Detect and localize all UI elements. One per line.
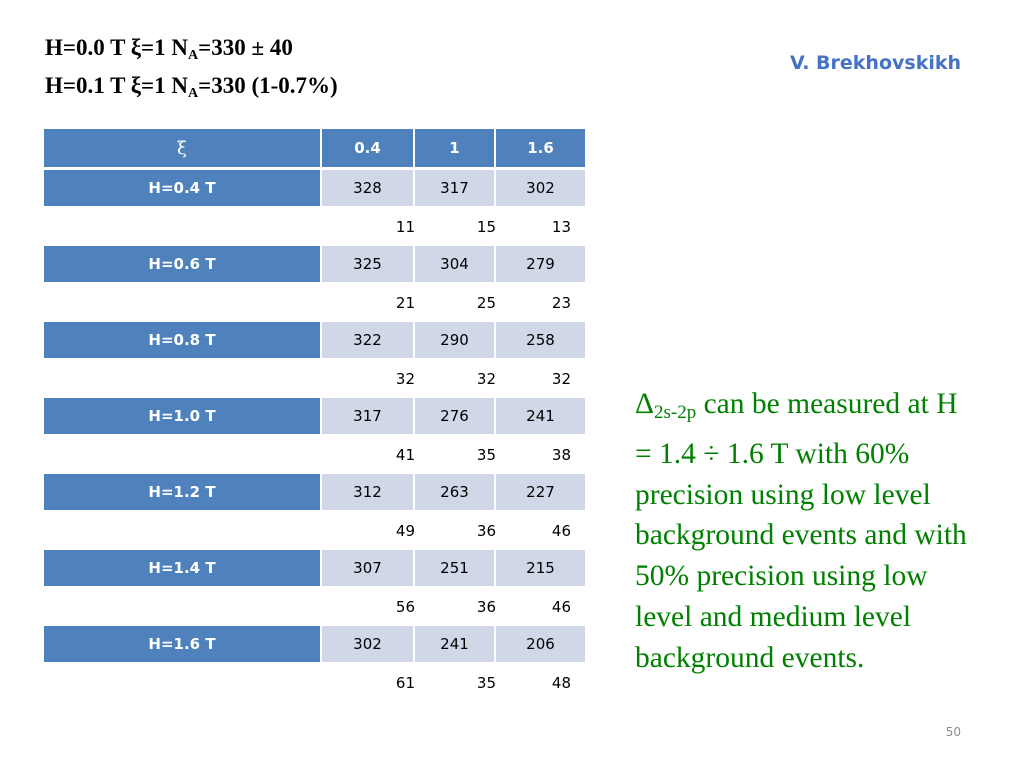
- table-row: [44, 626, 585, 664]
- table-row: [44, 170, 585, 208]
- title-block: [45, 33, 338, 109]
- table-row: [44, 398, 585, 436]
- difference-cell: 35: [476, 446, 496, 464]
- difference-cell: 49: [395, 522, 415, 540]
- difference-row: [44, 512, 585, 550]
- difference-row: [44, 360, 585, 398]
- page-number: 50: [945, 725, 961, 739]
- table-row: [44, 550, 585, 588]
- difference-row: [44, 436, 585, 474]
- value-cell: 317: [322, 398, 415, 436]
- difference-cell: 32: [551, 370, 571, 388]
- blank-cell: [44, 284, 322, 322]
- value-cell: 279: [496, 246, 585, 284]
- difference-cell: 35: [476, 674, 496, 692]
- value-cell: 276: [415, 398, 496, 436]
- difference-row: [44, 664, 585, 702]
- author-name: V. Brekhovskikh: [789, 52, 961, 74]
- row-label: H=1.4 T: [44, 550, 322, 588]
- value-cell: 304: [415, 246, 496, 284]
- difference-row: [44, 284, 585, 322]
- header-cell: 0.4: [322, 129, 415, 167]
- header-cell: 1: [415, 129, 496, 167]
- difference-cell: 32: [395, 370, 415, 388]
- row-label: H=0.4 T: [44, 170, 322, 208]
- value-cell: 227: [496, 474, 585, 512]
- row-label: H=0.8 T: [44, 322, 322, 360]
- value-cell: 251: [415, 550, 496, 588]
- value-cell: 317: [415, 170, 496, 208]
- value-cell: 325: [322, 246, 415, 284]
- value-cell: 241: [496, 398, 585, 436]
- difference-cell: 46: [551, 522, 571, 540]
- value-cell: 215: [496, 550, 585, 588]
- difference-cell: 15: [476, 218, 496, 236]
- difference-cell: 41: [395, 446, 415, 464]
- row-label: H=1.6 T: [44, 626, 322, 664]
- difference-row: [44, 208, 585, 246]
- table-row: [44, 474, 585, 512]
- value-cell: 307: [322, 550, 415, 588]
- blank-cell: [44, 436, 322, 474]
- value-cell: 302: [322, 626, 415, 664]
- difference-cell: 36: [476, 522, 496, 540]
- difference-cell: 21: [395, 294, 415, 312]
- table-row: [44, 322, 585, 360]
- difference-cell: 25: [476, 294, 496, 312]
- value-cell: 258: [496, 322, 585, 360]
- row-label: H=0.6 T: [44, 246, 322, 284]
- value-cell: 241: [415, 626, 496, 664]
- header-cell: 1.6: [496, 129, 585, 167]
- value-cell: 328: [322, 170, 415, 208]
- title-line-2: H=0.1 T ξ=1 $N_A=330$ (1-0.7%): [45, 73, 338, 101]
- header-cell-xi: ξ: [44, 129, 322, 167]
- value-cell: 302: [496, 170, 585, 208]
- difference-cell: 56: [395, 598, 415, 616]
- difference-cell: 48: [551, 674, 571, 692]
- difference-cell: 23: [551, 294, 571, 312]
- row-label: H=1.2 T: [44, 474, 322, 512]
- difference-cell: 36: [476, 598, 496, 616]
- blank-cell: [44, 512, 322, 550]
- table-header-row: [44, 129, 585, 170]
- blank-cell: [44, 664, 322, 702]
- value-cell: 312: [322, 474, 415, 512]
- results-table: [44, 129, 585, 702]
- blank-cell: [44, 588, 322, 626]
- difference-cell: 46: [551, 598, 571, 616]
- difference-cell: 61: [395, 674, 415, 692]
- title-line-1: H=0.0 T ξ=1 $N_A=330 \pm 40$: [45, 35, 293, 63]
- difference-cell: 38: [551, 446, 571, 464]
- difference-row: [44, 588, 585, 626]
- difference-cell: 13: [551, 218, 571, 236]
- difference-cell: 11: [395, 218, 415, 236]
- difference-cell: 32: [476, 370, 496, 388]
- value-cell: 206: [496, 626, 585, 664]
- table-row: [44, 246, 585, 284]
- value-cell: 322: [322, 322, 415, 360]
- note-text: $\Delta_{2s-2p}$ can be measured at H = 1.4 ÷ 1.6 T with 60% precision using low level background events and with 50% precision using low level and medium level background events.: [635, 388, 967, 674]
- row-label: H=1.0 T: [44, 398, 322, 436]
- value-cell: 290: [415, 322, 496, 360]
- value-cell: 263: [415, 474, 496, 512]
- blank-cell: [44, 208, 322, 246]
- blank-cell: [44, 360, 322, 398]
